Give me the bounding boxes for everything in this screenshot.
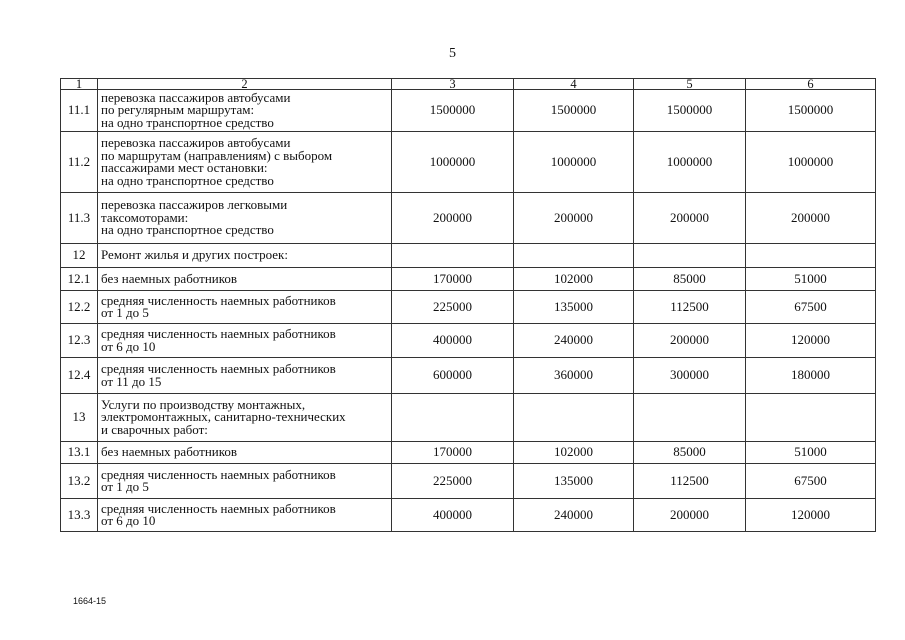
table-header-row: [61, 79, 876, 90]
row-number: 12.3: [61, 324, 98, 358]
row-description: перевозка пассажиров автобусами по маршрутам (направлениям) с выбором пассажирами мест остановки: на одно транспортное средство: [98, 132, 392, 193]
table-row: [61, 358, 876, 394]
table-row: [61, 90, 876, 132]
header-cell: 1: [61, 79, 98, 90]
table-row: [61, 244, 876, 268]
row-description: без наемных работников: [98, 442, 392, 464]
table-row: [61, 464, 876, 499]
value-cell: 85000: [634, 442, 746, 464]
value-cell: [746, 244, 876, 268]
row-number: 11.2: [61, 132, 98, 193]
table-row: [61, 193, 876, 244]
value-cell: [514, 394, 634, 442]
tariff-table: [60, 78, 876, 532]
row-description: перевозка пассажиров легковыми таксомоторами: на одно транспортное средство: [98, 193, 392, 244]
row-number: 11.3: [61, 193, 98, 244]
row-description: перевозка пассажиров автобусами по регулярным маршрутам: на одно транспортное средство: [98, 90, 392, 132]
header-cell: 4: [514, 79, 634, 90]
value-cell: 102000: [514, 442, 634, 464]
value-cell: 400000: [392, 324, 514, 358]
table-row: [61, 268, 876, 291]
value-cell: 200000: [514, 193, 634, 244]
row-description: средняя численность наемных работников от 11 до 15: [98, 358, 392, 394]
row-description: средняя численность наемных работников от 6 до 10: [98, 499, 392, 532]
value-cell: [392, 394, 514, 442]
value-cell: 200000: [634, 324, 746, 358]
table-row: [61, 394, 876, 442]
row-number: 13.2: [61, 464, 98, 499]
value-cell: 67500: [746, 464, 876, 499]
page-number: 5: [449, 46, 456, 61]
value-cell: 1500000: [746, 90, 876, 132]
row-description: Услуги по производству монтажных, электромонтажных, санитарно-технических и сварочных работ:: [98, 394, 392, 442]
row-number: 12.4: [61, 358, 98, 394]
header-cell: 2: [98, 79, 392, 90]
value-cell: 400000: [392, 499, 514, 532]
value-cell: 200000: [392, 193, 514, 244]
value-cell: 135000: [514, 464, 634, 499]
value-cell: 1500000: [514, 90, 634, 132]
value-cell: 225000: [392, 291, 514, 324]
value-cell: 85000: [634, 268, 746, 291]
value-cell: 51000: [746, 442, 876, 464]
value-cell: 1500000: [634, 90, 746, 132]
row-number: 12.2: [61, 291, 98, 324]
row-number: 13.3: [61, 499, 98, 532]
value-cell: 360000: [514, 358, 634, 394]
value-cell: 102000: [514, 268, 634, 291]
value-cell: 51000: [746, 268, 876, 291]
value-cell: 200000: [634, 193, 746, 244]
value-cell: 1000000: [746, 132, 876, 193]
value-cell: 225000: [392, 464, 514, 499]
table-row: [61, 291, 876, 324]
row-description: Ремонт жилья и других построек:: [98, 244, 392, 268]
value-cell: 200000: [746, 193, 876, 244]
value-cell: 170000: [392, 442, 514, 464]
value-cell: 112500: [634, 291, 746, 324]
table-row: [61, 499, 876, 532]
row-description: средняя численность наемных работников от 6 до 10: [98, 324, 392, 358]
row-number: 13.1: [61, 442, 98, 464]
value-cell: 1500000: [392, 90, 514, 132]
row-number: 13: [61, 394, 98, 442]
value-cell: 200000: [634, 499, 746, 532]
value-cell: 600000: [392, 358, 514, 394]
header-cell: 5: [634, 79, 746, 90]
value-cell: 240000: [514, 324, 634, 358]
row-number: 11.1: [61, 90, 98, 132]
value-cell: 1000000: [392, 132, 514, 193]
value-cell: 120000: [746, 324, 876, 358]
header-cell: 6: [746, 79, 876, 90]
header-cell: 3: [392, 79, 514, 90]
value-cell: 180000: [746, 358, 876, 394]
row-number: 12: [61, 244, 98, 268]
table-row: [61, 324, 876, 358]
value-cell: [634, 394, 746, 442]
value-cell: 67500: [746, 291, 876, 324]
table-row: [61, 132, 876, 193]
value-cell: 135000: [514, 291, 634, 324]
row-description: без наемных работников: [98, 268, 392, 291]
footer-document-code: 1664-15: [73, 596, 107, 606]
value-cell: [392, 244, 514, 268]
value-cell: 120000: [746, 499, 876, 532]
table-row: [61, 442, 876, 464]
value-cell: 112500: [634, 464, 746, 499]
value-cell: [746, 394, 876, 442]
value-cell: 1000000: [634, 132, 746, 193]
value-cell: 1000000: [514, 132, 634, 193]
row-description: средняя численность наемных работников от 1 до 5: [98, 464, 392, 499]
row-number: 12.1: [61, 268, 98, 291]
value-cell: 240000: [514, 499, 634, 532]
value-cell: [634, 244, 746, 268]
row-description: средняя численность наемных работников от 1 до 5: [98, 291, 392, 324]
value-cell: 170000: [392, 268, 514, 291]
value-cell: 300000: [634, 358, 746, 394]
value-cell: [514, 244, 634, 268]
